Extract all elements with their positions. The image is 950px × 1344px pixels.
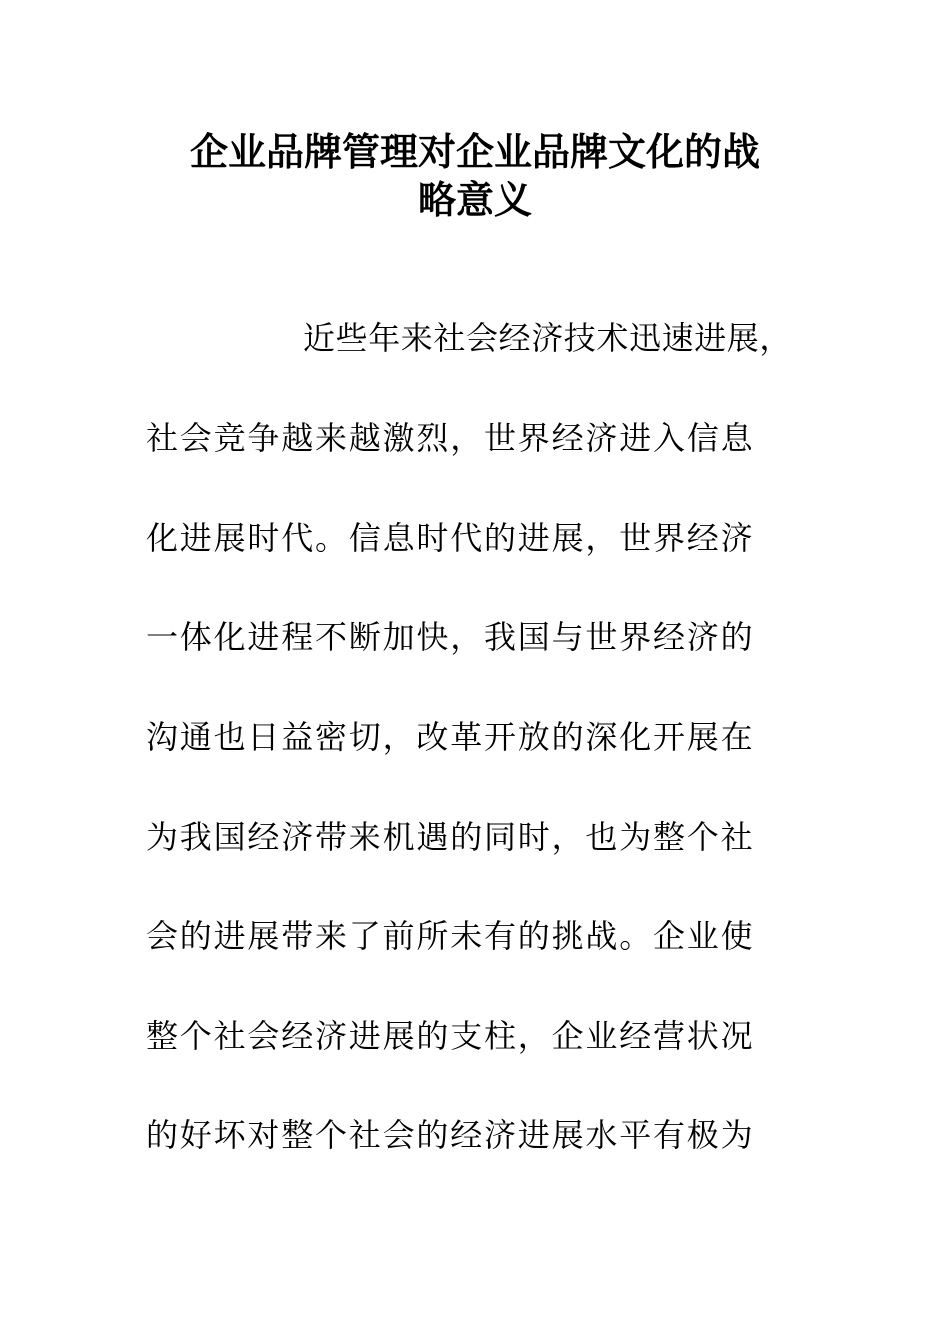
body-line-6: 为我国经济带来机遇的同时，也为整个社 [146,818,755,856]
body-line-9: 的好坏对整个社会的经济进展水平有极为 [146,1116,755,1154]
document-title-line-2: 略意义 [417,178,532,222]
body-line-1: 近些年来社会经济技术迅速进展， [303,319,793,357]
body-line-4: 一体化进程不断加快，我国与世界经济的 [146,618,755,656]
document-title-line-1: 企业品牌管理对企业品牌文化的战 [189,130,760,174]
body-line-2: 社会竞争越来越激烈，世界经济进入信息 [146,419,755,457]
body-line-3: 化进展时代。信息时代的进展，世界经济 [146,519,755,557]
body-line-7: 会的进展带来了前所未有的挑战。企业使 [146,917,755,955]
body-line-5: 沟通也日益密切，改革开放的深化开展在 [146,718,755,756]
body-line-8: 整个社会经济进展的支柱，企业经营状况 [146,1017,755,1055]
